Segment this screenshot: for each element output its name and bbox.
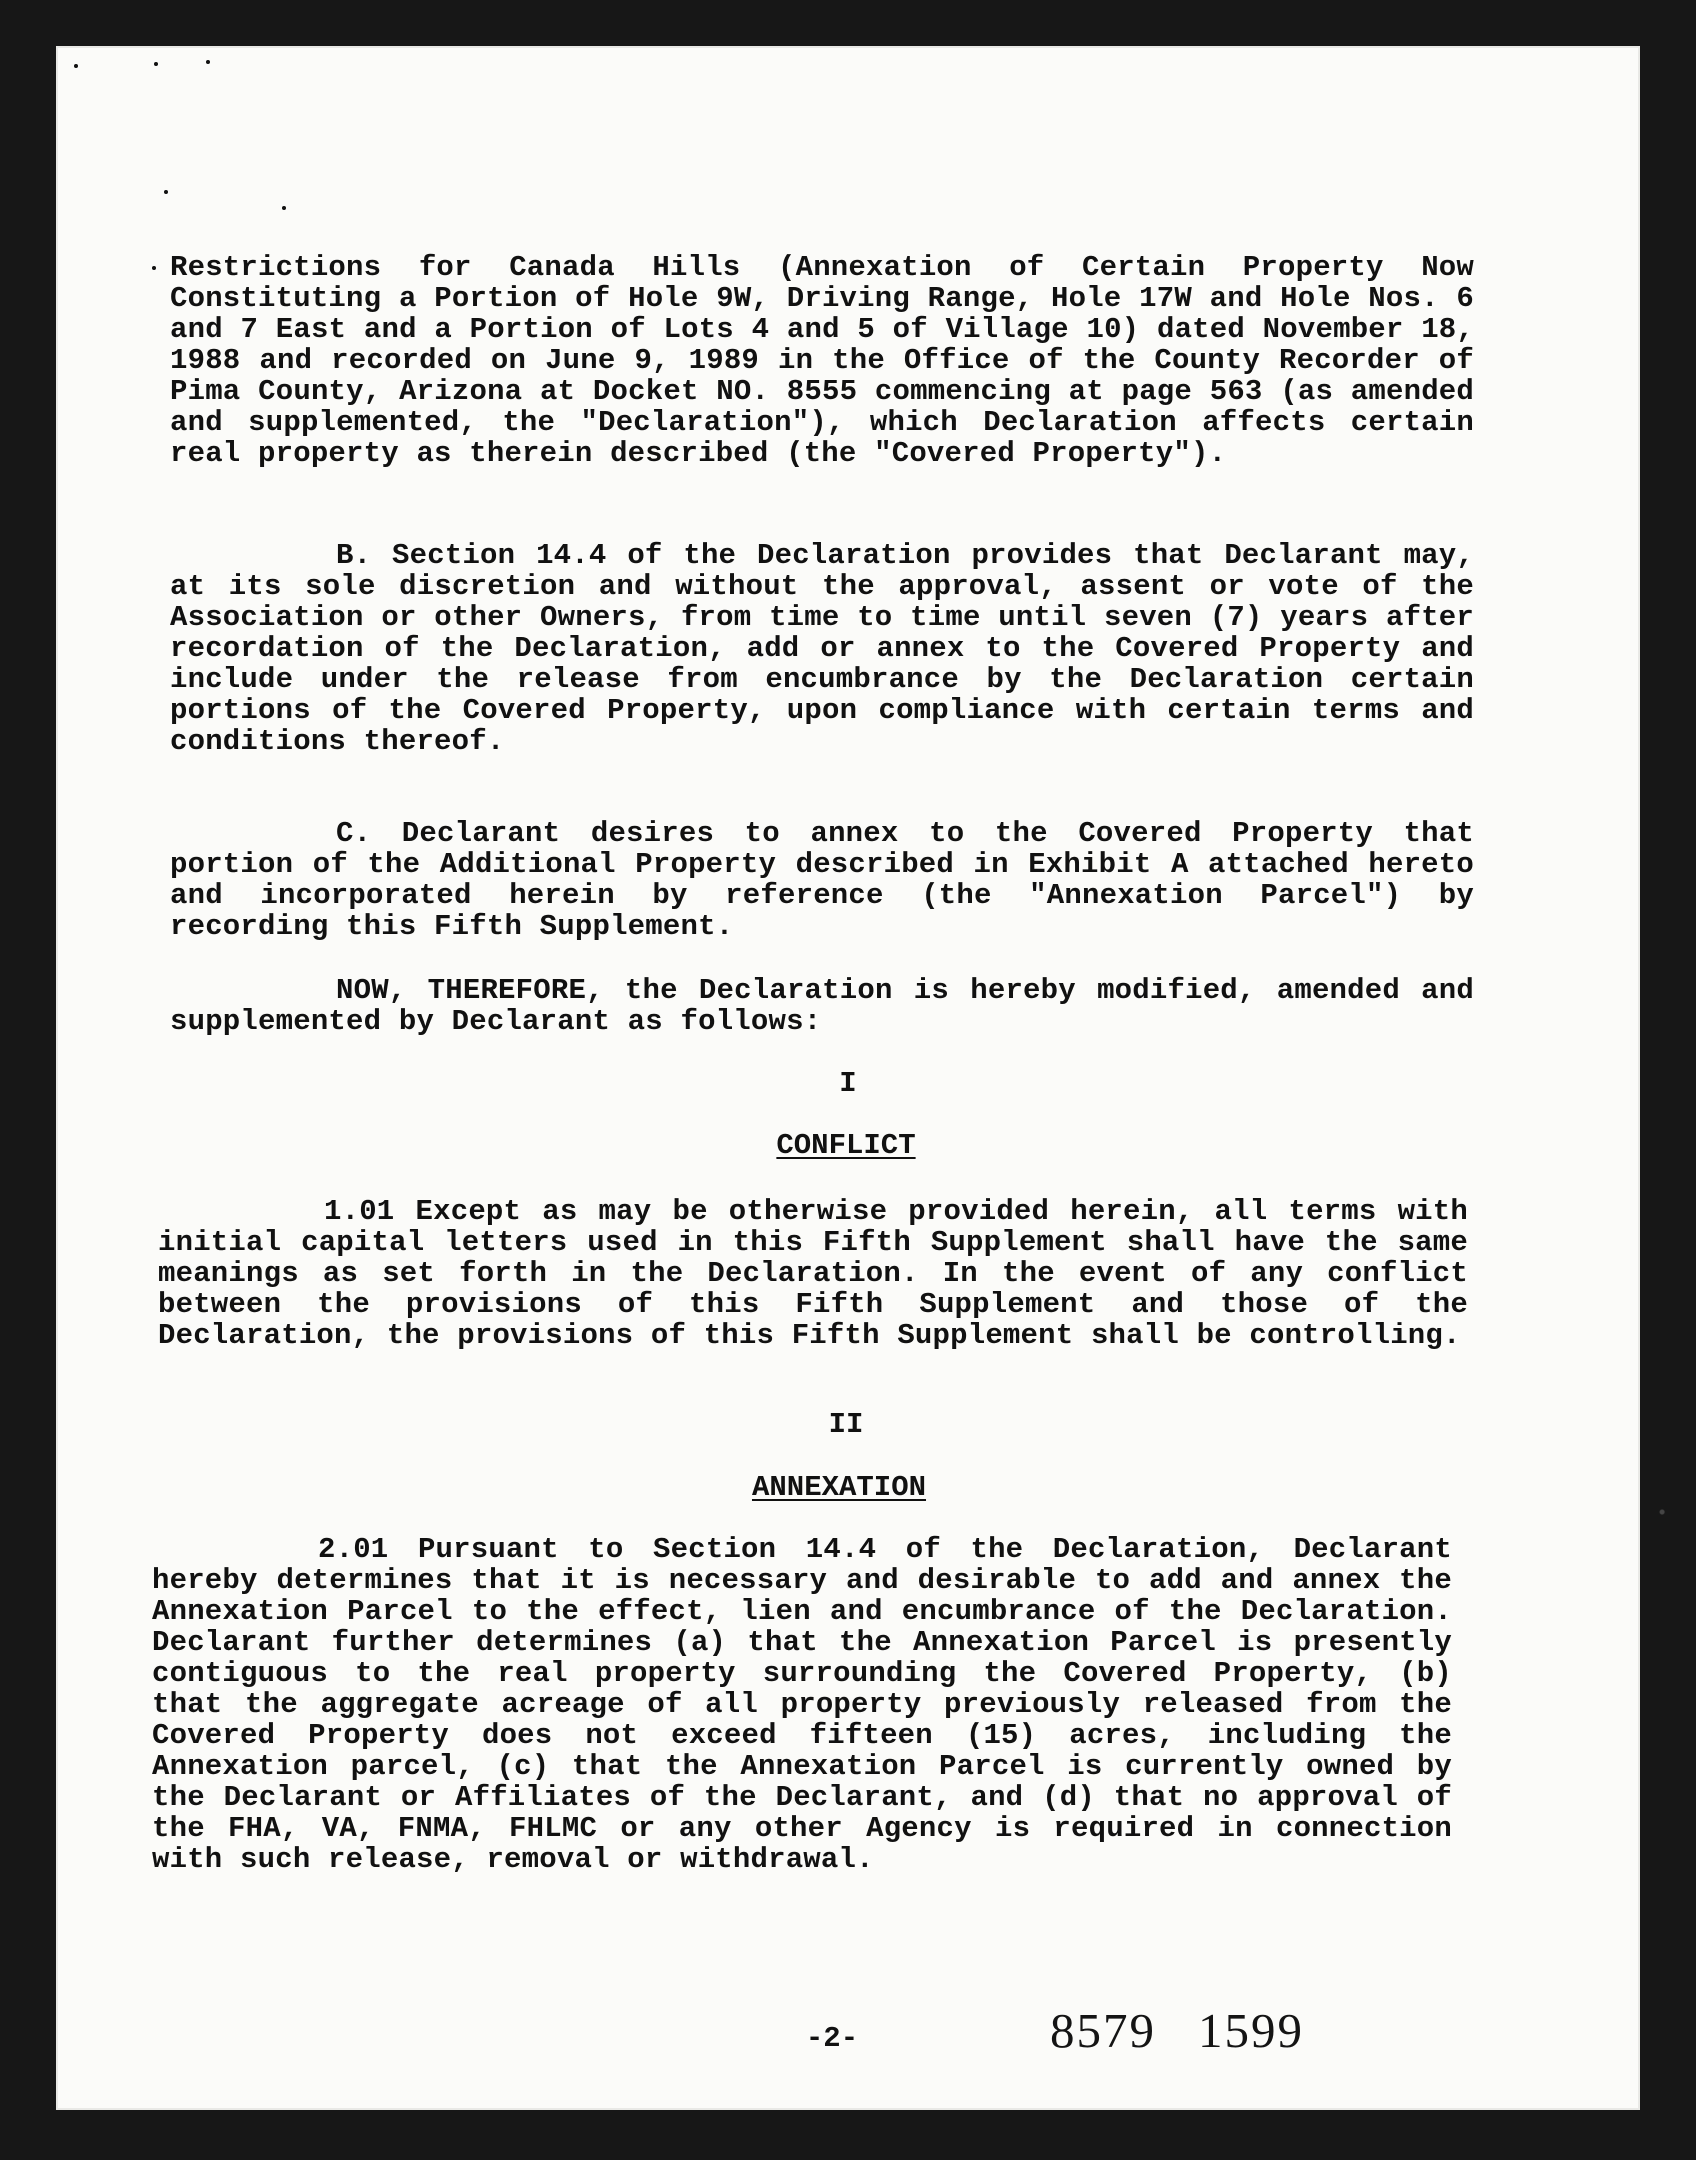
annexation-paragraph xyxy=(152,1534,1452,1875)
now-therefore-text: NOW, THEREFORE, the Declaration is hereby modified, amended and supplemented by Declarant as follows: xyxy=(170,974,1474,1038)
paragraph-c-text: C. Declarant desires to annex to the Covered Property that portion of the Additional Property described in Exhibit A attached hereto and incorporated herein by reference (the "Annexation Parcel") by recording this Fifth Supplement. xyxy=(170,817,1474,943)
conflict-paragraph-text: 1.01 Except as may be otherwise provided herein, all terms with initial capital letters used in this Fifth Supplement shall have the same meanings as set forth in the Declaration. In the event of any conflict between the provisions of this Fifth Supplement and those of the Declaration, the provisions of this Fifth Supplement shall be controlling. xyxy=(158,1195,1468,1352)
recording-number xyxy=(1050,2005,1360,2057)
document-body xyxy=(170,252,1474,469)
paragraph-b xyxy=(170,540,1474,757)
section-title-conflict: CONFLICT xyxy=(776,1129,916,1162)
paragraph-b-text: B. Section 14.4 of the Declaration provides that Declarant may, at its sole discretion and without the approval, assent or vote of the Association or other Owners, from time to time until seven (7) years after recordation of the Declaration, add or annex to the Covered Property and include under the release from encumbrance by the Declaration certain portions of the Covered Property, upon compliance with certain terms and conditions thereof. xyxy=(170,539,1474,758)
scan-speck xyxy=(154,62,158,66)
section-title-annexation: ANNEXATION xyxy=(751,1471,927,1504)
conflict-paragraph xyxy=(158,1196,1468,1351)
opening-paragraph: Restrictions for Canada Hills (Annexation of Certain Property Now Constituting a Portion of Hole 9W, Driving Range, Hole 17W and Hole Nos. 6 and 7 East and a Portion of Lots 4 and 5 of Village 10) dated November 18, 1988 and recorded on June 9, 1989 in the Office of the County Recorder of Pima County, Arizona at Docket NO. 8555 commencing at page 563 (as amended and supplemented, the "Declaration"), which Declaration affects certain real property as therein described (the "Covered Property"). xyxy=(170,251,1474,470)
page-number: -2- xyxy=(805,2022,859,2055)
scan-speck xyxy=(282,206,286,210)
scan-speck xyxy=(152,266,156,270)
scan-speck xyxy=(74,64,78,68)
annexation-paragraph-text: 2.01 Pursuant to Section 14.4 of the Declaration, Declarant hereby determines that it is necessary and desirable to add and annex the Annexation Parcel to the effect, lien and encumbrance of the Declaration. Declarant further determines (a) that the Annexation Parcel is presently contiguous to the real property surrounding the Covered Property, (b) that the aggregate acreage of all property previously released from the Covered Property does not exceed fifteen (15) acres, including the Annexation parcel, (c) that the Annexation Parcel is currently owned by the Declarant or Affiliates of the Declarant, and (d) that no approval of the FHA, VA, FNMA, FHLMC or any other Agency is required in connection with such release, removal or withdrawal. xyxy=(152,1533,1452,1876)
paragraph-c xyxy=(170,818,1474,942)
recording-number-first: 8579 xyxy=(1050,2003,1156,2058)
section-number-ii: II xyxy=(828,1408,864,1441)
scan-speck xyxy=(206,60,210,64)
scan-speck xyxy=(164,190,168,194)
section-number-i: I xyxy=(839,1067,857,1100)
now-therefore-paragraph xyxy=(170,975,1474,1037)
recording-number-second: 1599 xyxy=(1198,2003,1304,2058)
